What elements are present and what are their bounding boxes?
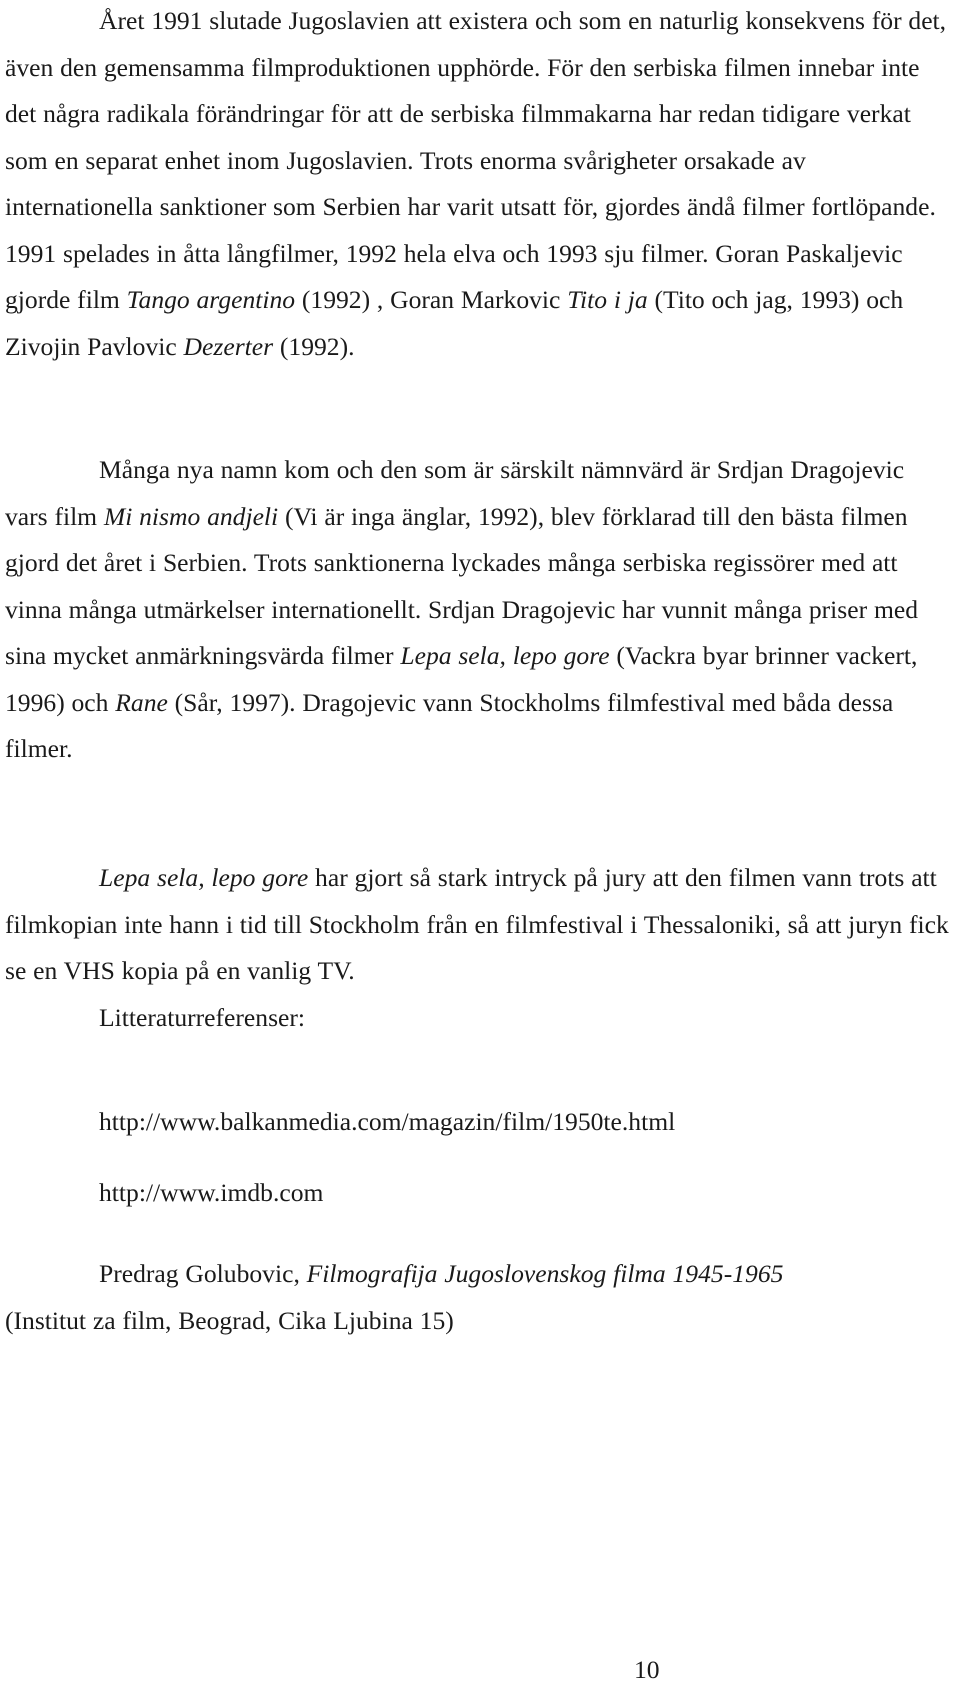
film-title-lepa-sela-lepo-gore: Lepa sela, lepo gore <box>400 641 610 670</box>
reference-link[interactable]: http://www.balkanmedia.com/magazin/film/1950te.html <box>99 1107 676 1136</box>
film-title-dezerter: Dezerter <box>183 331 274 361</box>
film-title-rane: Rane <box>115 687 168 717</box>
p3-text-1: har gjort så stark intryck på jury att den filmen vann trots att filmkopian inte hann i tid till Stockholm från en filmfestival i Thessaloniki, så att juryn fick se en VHS kopia på en vanlig TV. <box>5 863 949 985</box>
p2-text-1: Många nya namn kom och den som är särskilt nämnvärd är Srdjan Dragojevic vars film <box>5 455 905 531</box>
book-title: Filmografija Jugoslovenskog filma 1945-1965 <box>306 1259 784 1288</box>
page-number: 10 <box>634 1655 660 1684</box>
film-title-mi-nismo-andjeli: Mi nismo andjeli <box>103 501 279 531</box>
film-title-tito-i-ja: Tito i ja <box>567 285 648 314</box>
film-title-lepa-sela-lepo-gore: Lepa sela, lepo gore <box>99 863 309 892</box>
book-publisher: (Institut za film, Beograd, Cika Ljubina 15) <box>5 1305 454 1335</box>
p2-text-4: (Sår, 1997). Dragojevic vann Stockholms filmfestival med båda dessa filmer. <box>5 687 894 763</box>
paragraph-1 <box>5 0 952 370</box>
p1-text-2: (1992) , Goran Markovic <box>295 285 568 314</box>
paragraph-3 <box>5 855 952 995</box>
reference-link[interactable]: http://www.imdb.com <box>99 1178 324 1207</box>
reference-book <box>5 1251 952 1344</box>
p1-text-1: Året 1991 slutade Jugoslavien att existera och som en naturlig konsekvens för det, även den gemensamma filmproduktionen upphörde. För den serbiska filmen innebar inte det några radikala förändringar för att de serbiska filmmakarna har redan tidigare verkat som en separat enhet inom Jugoslavien. Trots enorma svårigheter orsakade av internationella sanktioner som Serbien har varit utsatt för, gjordes ändå filmer fortlöpande. 1991 spelades in åtta långfilmer, 1992 hela elva och 1993 sju filmer. Goran Paskaljevic gjorde film <box>5 6 947 314</box>
film-title-tango-argentino: Tango argentino <box>126 285 296 314</box>
p1-text-4: (1992). <box>273 331 355 361</box>
p1-text-3: (Tito och jag, 1993) och Zivojin Pavlovic <box>5 285 904 361</box>
references-heading: Litteraturreferenser: <box>99 1003 306 1032</box>
paragraph-2 <box>5 447 952 773</box>
p2-text-3: (Vackra byar brinner vackert, 1996) och <box>5 641 918 717</box>
book-author: Predrag Golubovic, <box>99 1259 307 1288</box>
p2-text-2: (Vi är inga änglar, 1992), blev förklarad till den bästa filmen gjord det året i Serbien. Trots sanktionerna lyckades många serbiska regissörer med att vinna många utmärkelser internationellt. Srdjan Dragojevic har vunnit många priser med sina mycket anmärkningsvärda filmer <box>5 501 919 670</box>
